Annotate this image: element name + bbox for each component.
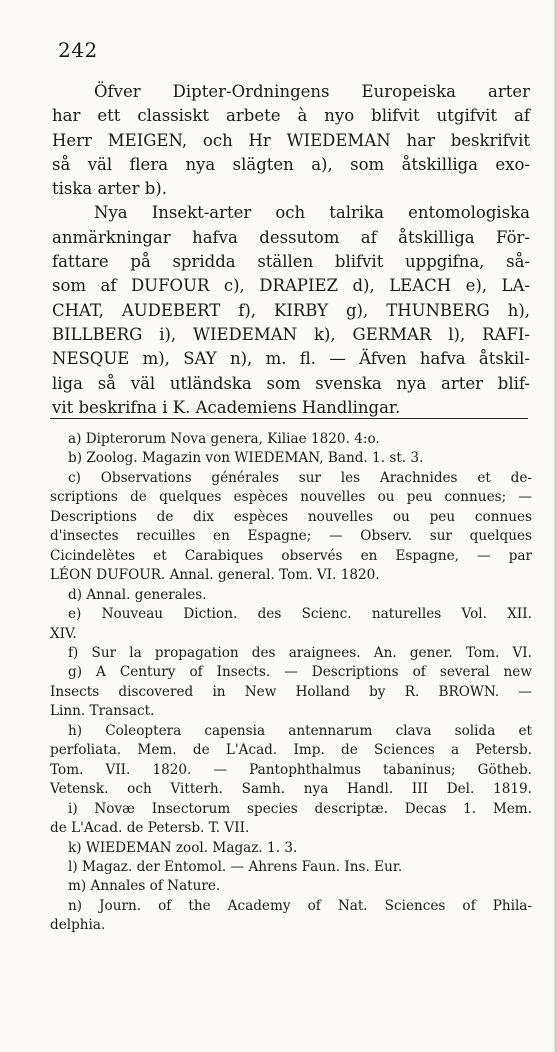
main-text [52, 80, 530, 420]
footnote-line: Tom. VII. 1820. — Pantophthalmus tabaninus; Götheb. [50, 761, 532, 778]
body-line: Nya Insekt-arter och talrika entomologiska [94, 203, 530, 223]
footnote-line: Cicindelètes et Carabiques observés en Espagne, — par [50, 547, 532, 564]
footnote-separator [50, 418, 528, 419]
footnote-line: LÉON DUFOUR. Annal. general. Tom. VI. 1820. [50, 567, 380, 584]
footnote-line: e) Nouveau Diction. des Scienc. naturelles Vol. XII. [68, 606, 532, 623]
footnote-line: k) WIEDEMAN zool. Magaz. 1. 3. [68, 839, 298, 856]
footnote-line: l) Magaz. der Entomol. — Ahrens Faun. Ins. Eur. [68, 858, 403, 875]
footnote-line: f) Sur la propagation des araignees. An. gener. Tom. VI. [68, 644, 532, 661]
footnote-line: g) A Century of Insects. — Descriptions of several new [68, 664, 532, 681]
body-line: NESQUE m), SAY n), m. fl. — Äfven hafva åtskil- [52, 349, 530, 369]
footnote-line: m) Annales of Nature. [68, 878, 221, 895]
body-line: BILLBERG i), WIEDEMAN k), GERMAR l), RAFI- [52, 324, 530, 344]
page-number: 242 [58, 38, 98, 62]
body-line: liga så väl utländska som svenska nya arter blif- [52, 373, 530, 393]
footnote-line: d'insectes recuilles en Espagne; — Observ. sur quelques [50, 528, 532, 545]
footnote-line: h) Coleoptera capensia antennarum clava solida et [68, 722, 532, 739]
footnote-line: XIV. [50, 625, 77, 642]
body-line: Herr MEIGEN, och Hr WIEDEMAN har beskrifvit [52, 130, 530, 150]
body-line: fattare på spridda ställen blifvit uppgifna, så- [52, 252, 530, 272]
body-line: som af DUFOUR c), DRAPIEZ d), LEACH e), LA- [52, 276, 530, 296]
footnote-line: de L'Acad. de Petersb. T. VII. [50, 820, 250, 837]
footnote-line: Insects discovered in New Holland by R. BROWN. — [50, 683, 532, 700]
footnote-line: Vetensk. och Vitterh. Samh. nya Handl. III Del. 1819. [50, 781, 532, 798]
footnote-line: c) Observations générales sur les Arachnides et de- [68, 469, 532, 486]
body-line: så väl flera nya slägten a), som åtskilliga exo- [52, 154, 530, 174]
footnote-line: Descriptions de dix espèces nouvelles ou peu connues [50, 508, 532, 525]
footnote-line: i) Novæ Insectorum species descriptæ. Decas 1. Mem. [68, 800, 532, 817]
footnote-line: b) Zoolog. Magazin von WIEDEMAN, Band. 1. st. 3. [68, 450, 424, 467]
footnote-line: perfoliata. Mem. de L'Acad. Imp. de Sciences a Petersb. [50, 742, 532, 759]
footnote-line: d) Annal. generales. [68, 586, 207, 603]
body-line: Öfver Dipter-Ordningens Europeiska arter [94, 82, 530, 101]
footnote-line: a) Dipterorum Nova genera, Kiliae 1820. 4:o. [68, 431, 380, 447]
footnote-line: scriptions de quelques espèces nouvelles ou peu connues; — [50, 489, 532, 506]
body-line: CHAT, AUDEBERT f), KIRBY g), THUNBERG h), [52, 300, 530, 320]
footnote-line: delphia. [50, 917, 106, 934]
body-line: tiska arter b). [52, 179, 167, 199]
footnotes [50, 430, 532, 936]
footnote-line: n) Journ. of the Academy of Nat. Sciences of Phila- [68, 897, 532, 914]
body-line: anmärkningar hafva dessutom af åtskilliga För- [52, 227, 530, 247]
footnote-line: Linn. Transact. [50, 703, 155, 720]
body-line: vit beskrifna i K. Academiens Handlingar. [52, 397, 401, 417]
body-line: har ett classiskt arbete à nyo blifvit utgifvit af [52, 106, 530, 126]
